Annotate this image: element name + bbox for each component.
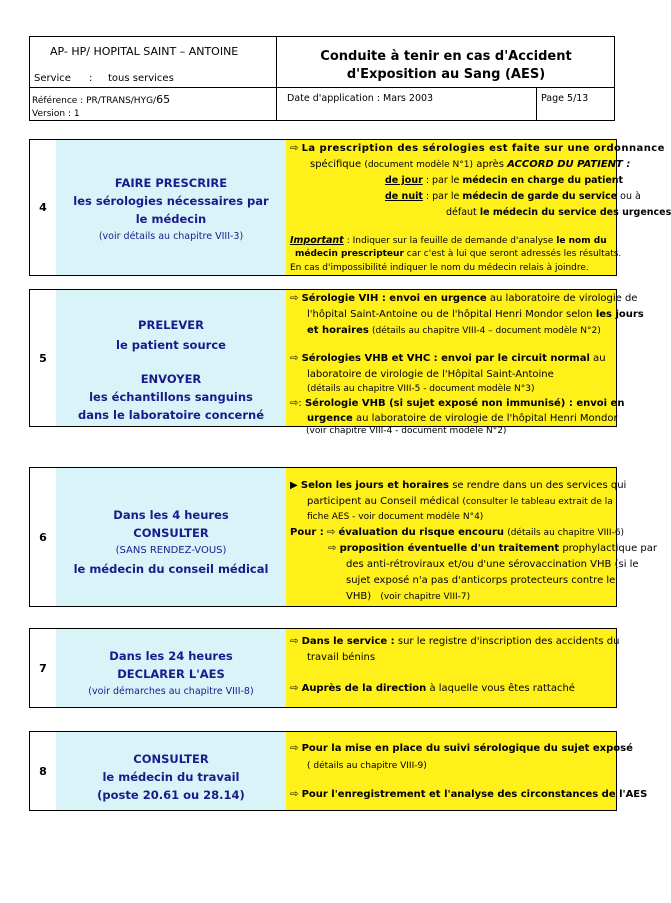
action-line: le médecin [135, 212, 207, 226]
text: (document modèle N°1) [364, 160, 473, 170]
detail-line: (détails au chapitre VIII-5 - document modèle N°3) [307, 384, 535, 394]
text: Sérologies VHB et VHC : envoi par le circuit normal [301, 353, 590, 364]
detail-line [290, 481, 626, 491]
text: spécifique [310, 159, 362, 170]
step-action-cell [56, 290, 287, 426]
text: l'hôpital Saint-Antoine ou de l'hôpital Henri Mondor selon [307, 309, 593, 320]
action-line: Dans les 4 heures [113, 508, 229, 522]
text: (voir chapitre VIII-7) [380, 592, 471, 602]
text: Pour la mise en place du suivi sérologique du sujet exposé [301, 743, 633, 754]
step-row-5 [29, 289, 644, 427]
text: se rendre dans un des services qui [452, 480, 627, 491]
detail-line [290, 144, 665, 154]
detail-line [307, 497, 613, 507]
step-detail-cell [286, 290, 644, 426]
header-date: Date d'application : Mars 2003 [287, 93, 434, 104]
header-page: Page 5/13 [541, 93, 589, 104]
text: urgence [307, 413, 353, 424]
detail-line: travail bénins [307, 652, 376, 663]
text: : par le [425, 191, 460, 202]
detail-line [307, 326, 601, 336]
step-row-8 [29, 731, 648, 811]
header-reference [32, 94, 170, 106]
header-version [32, 110, 80, 119]
text: au laboratoire de virologie de [489, 293, 638, 304]
detail-line: sujet exposé n'a pas d'anticorps protecteurs contre le [346, 575, 616, 586]
action-title: CONSULTER [133, 526, 209, 540]
reference-number: 65 [156, 93, 171, 106]
text: de nuit [385, 191, 423, 202]
step-number: 8 [30, 732, 57, 810]
text: Sérologie VHB (si sujet exposé non immunisé) : envoi en [304, 398, 625, 409]
action-title: PRELEVER [138, 318, 204, 332]
text: après [476, 159, 504, 170]
action-line: le médecin du conseil médical [73, 562, 269, 576]
text: : par le [425, 175, 460, 186]
arrow-hollow-right-icon: ⇨ [290, 143, 299, 154]
text: de jour [385, 175, 423, 186]
arrow-hollow-right-icon: ⇨ [290, 636, 299, 647]
text: les jours [595, 309, 644, 320]
text: le médecin du service des urgences [479, 207, 671, 218]
text: Pour : [290, 527, 324, 538]
action-line: dans le laboratoire concerné [77, 408, 265, 422]
header-service-label: Service [34, 73, 71, 84]
action-title: DECLARER L'AES [117, 667, 225, 681]
text: Important [290, 235, 344, 246]
text: au laboratoire de virologie de l'hôpital Henri Mondor [356, 413, 618, 424]
detail-line: laboratoire de virologie de l'Hôpital Saint-Antoine [307, 369, 554, 380]
step-row-6 [29, 467, 657, 607]
header-divider-horizontal [29, 87, 615, 88]
text: et horaires [307, 325, 369, 336]
action-detail: (voir démarches au chapitre VIII-8) [88, 686, 254, 697]
arrow-hollow-right-icon: ⇨ [326, 527, 336, 538]
arrow-hollow-right-icon: ⇨ [290, 353, 299, 364]
header-org: AP- HP/ HOPITAL SAINT – ANTOINE [50, 45, 239, 58]
action-line: Dans les 24 heures [109, 649, 233, 663]
action-title: ENVOYER [140, 372, 202, 386]
text: Pour l'enregistrement et l'analyse des circonstances de l'AES [301, 789, 648, 800]
header-title-line2: d'Exposition au Sang (AES) [346, 67, 546, 82]
step-number: 5 [30, 290, 57, 426]
step-action-cell [56, 629, 287, 707]
step-number: 4 [30, 140, 57, 275]
text: le nom du [556, 236, 607, 246]
step-number: 7 [30, 629, 57, 707]
step-row-7 [29, 628, 620, 708]
detail-line [307, 414, 618, 424]
text: car c'est à lui que seront adressés les résultats. [406, 249, 622, 259]
action-title: FAIRE PRESCRIRE [114, 176, 228, 190]
detail-line [290, 684, 575, 694]
header-title-line1: Conduite à tenir en cas d'Accident [320, 49, 572, 64]
detail-line [290, 399, 624, 409]
detail-line [385, 176, 623, 186]
action-line: le patient source [116, 338, 226, 352]
text: (détails au chapitre VIII-4 – document modèle N°2) [372, 326, 601, 336]
text: : [298, 398, 302, 409]
header-service-value: tous services [108, 73, 174, 84]
text: à laquelle vous êtes rattaché [429, 683, 575, 694]
detail-line: (voir chapitre VIII-4 - document modèle N°2) [306, 426, 507, 436]
reference-label: Référence : PR/TRANS/HYG/ [32, 96, 157, 106]
step-row-4 [29, 139, 671, 276]
text: médecin prescripteur [295, 249, 404, 259]
text: évaluation du risque encouru [338, 527, 505, 538]
detail-line [346, 592, 470, 602]
detail-line: fiche AES - voir document modèle N°4) [307, 512, 484, 522]
detail-line [290, 637, 619, 647]
step-action-cell [56, 732, 287, 810]
arrow-hollow-right-icon: ⇨ [290, 743, 299, 754]
detail-line [385, 192, 641, 202]
text: : Indiquer sur la feuille de demande d'analyse [346, 236, 554, 246]
action-title: CONSULTER [133, 752, 209, 766]
step-number: 6 [30, 468, 57, 606]
text: Selon les jours et horaires [300, 480, 450, 491]
detail-line [310, 160, 630, 170]
detail-line [295, 250, 621, 259]
text: sur le registre d'inscription des accidents du [397, 636, 620, 647]
step-detail-cell [286, 629, 620, 707]
action-detail: (SANS RENDEZ-VOUS) [115, 545, 227, 556]
text: VHB) [346, 591, 372, 602]
step-action-cell [56, 140, 287, 275]
text: ou à [620, 191, 641, 202]
triangle-right-icon: ▶ [290, 480, 298, 491]
detail-line: En cas d'impossibilité indiquer le nom du médecin relais à joindre. [290, 263, 589, 273]
text: au [593, 353, 606, 364]
text: participent au [307, 496, 377, 507]
detail-line [328, 544, 657, 554]
arrow-hollow-right-icon: ⇨ [290, 683, 299, 694]
action-line: le médecin du travail [102, 770, 240, 784]
detail-line: des anti-rétroviraux et/ou d'une sérovaccination VHB (si le [346, 559, 639, 570]
text: La prescription des sérologies est faite sur une ordonnance [301, 143, 665, 154]
arrow-hollow-right-icon: ⇨ [290, 293, 299, 304]
text: ACCORD DU PATIENT : [507, 159, 631, 170]
text: prophylactique par [562, 543, 657, 554]
header-service-sep: : [89, 73, 93, 84]
text: médecin de garde du service [462, 191, 618, 202]
text: (consulter le tableau extrait de la [462, 497, 613, 507]
detail-line [290, 354, 606, 364]
version-text: Version : 1 [32, 109, 80, 119]
detail-line: ( détails au chapitre VIII-9) [307, 761, 427, 771]
step-detail-cell [286, 140, 671, 275]
detail-line [290, 236, 607, 246]
text: médecin en charge du patient [462, 175, 624, 186]
step-action-cell [56, 468, 287, 606]
text: défaut [446, 207, 477, 218]
action-detail: (voir détails au chapitre VIII-3) [98, 231, 244, 242]
detail-line [307, 310, 644, 320]
text: Conseil médical [380, 496, 460, 507]
text: Auprès de la direction [301, 683, 427, 694]
arrow-hollow-right-icon: ⇨ [290, 789, 299, 800]
action-line: les échantillons sanguins [89, 390, 253, 404]
action-line: les sérologies nécessaires par [73, 194, 269, 208]
detail-line [290, 528, 624, 538]
step-detail-cell [286, 732, 648, 810]
detail-line [290, 744, 633, 754]
arrow-hollow-right-icon: ⇨ [290, 398, 299, 409]
text: proposition éventuelle d'un traitement [339, 543, 560, 554]
detail-line [290, 790, 647, 800]
text: Sérologie VIH : envoi en urgence [301, 293, 487, 304]
detail-line [446, 208, 671, 218]
detail-line [290, 294, 637, 304]
action-line: (poste 20.61 ou 28.14) [97, 788, 245, 802]
step-detail-cell [286, 468, 657, 606]
arrow-hollow-right-icon: ⇨ [328, 543, 337, 554]
header-divider-page [536, 87, 537, 121]
text: (détails au chapitre VIII-6) [507, 528, 625, 538]
text: Dans le service : [301, 636, 395, 647]
